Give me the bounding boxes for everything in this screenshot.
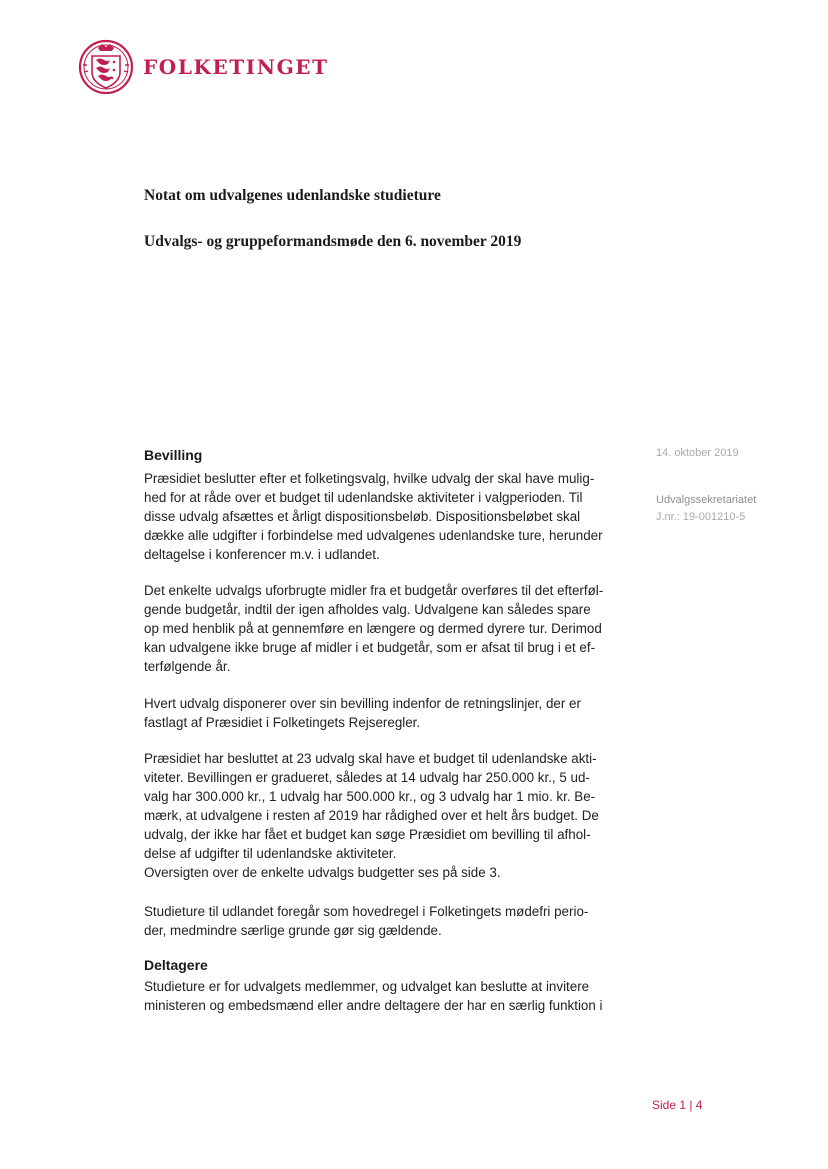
body-line: Studieture er for udvalgets medlemmer, og udvalget kan beslutte at invitere [144,979,590,994]
page-number: Side 1 | 4 [652,1098,703,1112]
brand-name: FOLKETINGET [143,55,329,79]
section-heading-bevilling: Bevilling [144,447,203,463]
body-line: terfølgende år. [144,659,231,674]
body-line: gende budgetår, indtil der igen afholdes valg. Udvalgene kan således spare [144,602,591,617]
body-line: udvalg, der ikke har fået et budget kan søge Præsidiet om bevilling til afhol- [144,827,591,842]
body-line: mærk, at udvalgene i resten af 2019 har rådighed over et helt års budget. De [144,808,599,823]
body-line: Præsidiet beslutter efter et folketingsvalg, hvilke udvalg der skal have mulig- [144,471,595,486]
body-line: der, medmindre særlige grunde gør sig gældende. [144,923,442,938]
body-line: Det enkelte udvalgs uforbrugte midler fra et budgetår overføres til det efterføl- [144,583,604,598]
body-line: kan udvalgene ikke bruge af midler i et budgetår, som er afsat til brug i et ef- [144,640,596,655]
body-line: op med henblik på at gennemføre en længere og dermed dyrere tur. Derimod [144,621,602,636]
body-line: disse udvalg afsættes et årligt dispositionsbeløb. Dispositionsbeløbet skal [144,509,581,524]
document-date: 14. oktober 2019 [656,447,739,459]
document-title: Notat om udvalgenes udenlandske studieture [144,187,441,204]
body-line: valg har 300.000 kr., 1 udvalg har 500.000 kr., og 3 udvalg har 1 mio. kr. Be- [144,789,596,804]
body-line: Oversigten over de enkelte udvalgs budgetter ses på side 3. [144,865,501,880]
body-line: deltagelse i konferencer m.v. i udlandet. [144,547,380,562]
body-line: delse af udgifter til udenlandske aktiviteter. [144,846,397,861]
body-line: viteter. Bevillingen er gradueret, således at 14 udvalg har 250.000 kr., 5 ud- [144,770,590,785]
department-name: Udvalgssekretariatet [656,494,757,506]
folketinget-logo [78,38,134,96]
body-line: hed for at råde over et budget til udenlandske aktiviteter i valgperioden. Til [144,490,583,505]
body-line: Studieture til udlandet foregår som hovedregel i Folketingets mødefri perio- [144,904,589,919]
body-line: fastlagt af Præsidiet i Folketingets Rejseregler. [144,715,421,730]
body-line: Præsidiet har besluttet at 23 udvalg skal have et budget til udenlandske akti- [144,751,597,766]
body-line: Hvert udvalg disponerer over sin bevilling indenfor de retningslinjer, der er [144,696,581,711]
body-line: dække alle udgifter i forbindelse med udvalgenes udenlandske ture, herunder [144,528,603,543]
body-line: ministeren og embedsmænd eller andre deltagere der har en særlig funktion i [144,998,603,1013]
section-heading-deltagere: Deltagere [144,957,208,973]
journal-number: J.nr.: 19-001210-5 [656,511,746,523]
meeting-title: Udvalgs- og gruppeformandsmøde den 6. november 2019 [144,233,522,250]
